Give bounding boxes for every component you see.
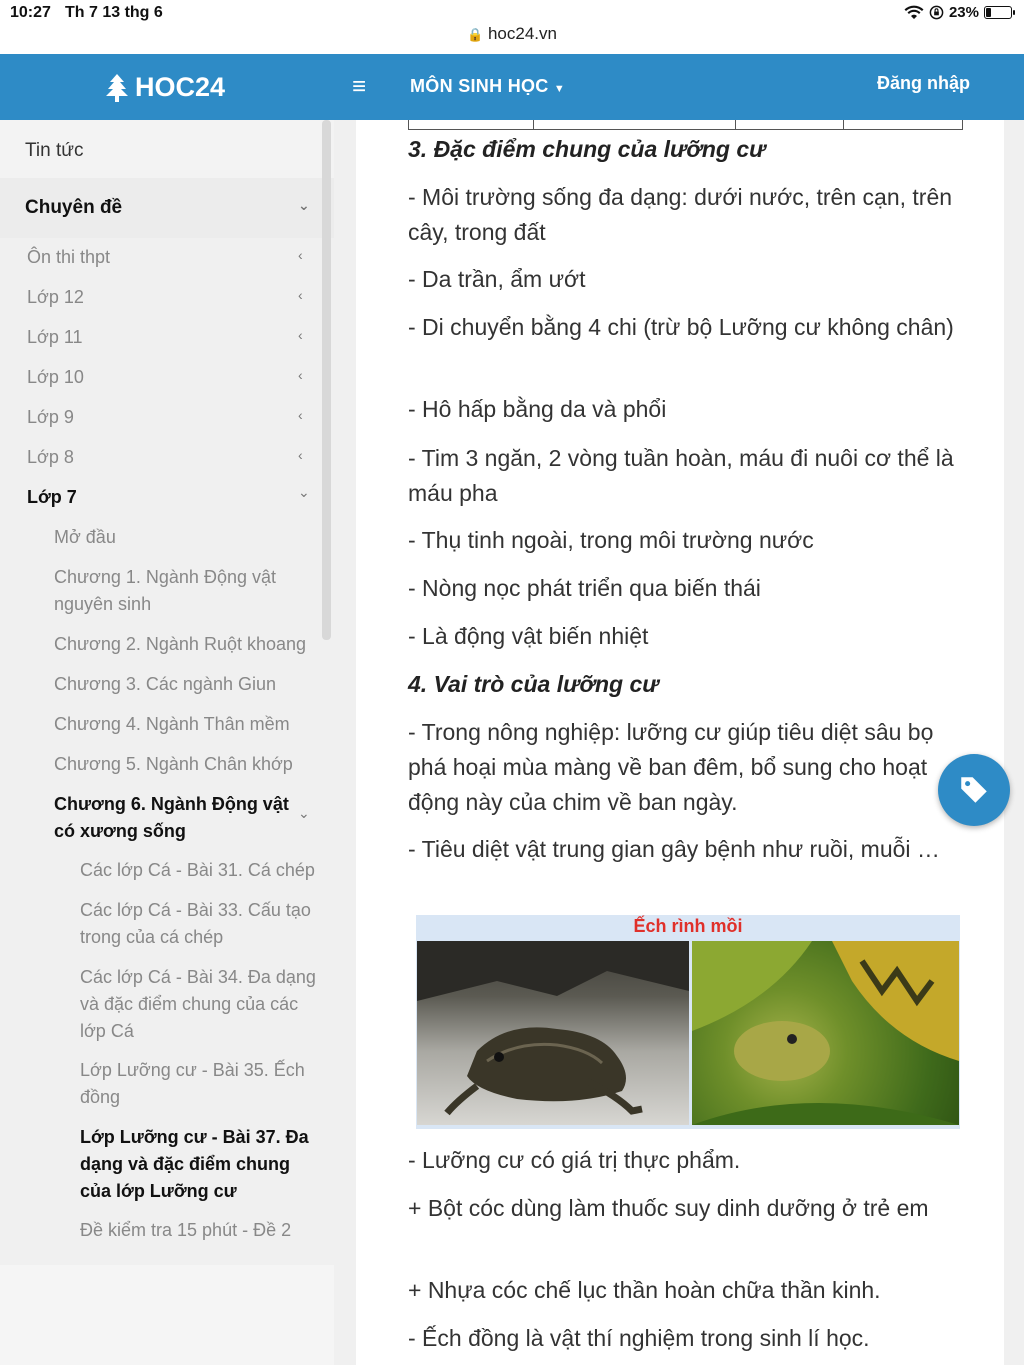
sidebar-scrollbar[interactable] [322,120,331,640]
section-heading-4: 4. Vai trò của lưỡng cư [408,671,659,697]
tag-button[interactable] [938,754,1010,826]
sidebar-bottom-fade [0,1265,334,1365]
point-4-2: - Tiêu diệt vật trung gian gây bệnh như ruồi, muỗi … [408,836,940,862]
sidebar-chapter-1[interactable]: Chương 1. Ngành Động vật nguyên sinh [54,567,276,614]
frog-figure [416,915,960,1129]
logo-text: HOC24 [135,72,226,102]
caret-down-icon: ▼ [553,83,566,95]
chevron-down-icon: ⌄ [298,484,310,500]
wifi-icon [904,5,924,20]
chevron-left-icon: ‹ [298,447,303,463]
subject-dropdown[interactable] [410,76,565,97]
point-after-4: - Ếch đồng là vật thí nghiệm trong sinh lí học. [408,1325,870,1351]
chevron-left-icon: ‹ [298,247,303,263]
url-text: hoc24.vn [487,24,557,43]
point-3-6: - Thụ tinh ngoài, trong môi trường nước [408,527,814,553]
sidebar-news[interactable]: Tin tức [0,120,334,178]
login-link[interactable]: Đăng nhập [877,73,970,93]
top-navbar [0,54,1024,120]
sidebar-item-lop-10[interactable]: Lớp 10 [27,367,84,387]
sidebar-topic-label: Chuyên đề [25,197,123,218]
point-after-3: + Nhựa cóc chế lục thần hoàn chữa thần kinh. [408,1277,881,1303]
point-after-1: - Lưỡng cư có giá trị thực phẩm. [408,1147,741,1173]
frog-photo-rock [417,941,689,1125]
orientation-lock-icon [929,5,944,20]
status-right [904,4,1012,21]
sidebar [0,120,334,1365]
sidebar-item-lop-8[interactable]: Lớp 8 [27,447,74,467]
frog-photo-leaves [692,941,959,1125]
point-3-8: - Là động vật biến nhiệt [408,623,649,649]
sidebar-item-on-thi-thpt[interactable]: Ôn thi thpt [27,247,111,267]
sidebar-chapter-6[interactable]: Chương 6. Ngành Động vật có xương sống [54,794,289,841]
chevron-left-icon: ‹ [298,327,303,343]
sidebar-lesson-34[interactable]: Các lớp Cá - Bài 34. Đa dạng và đặc điểm chung của các lớp Cá [80,967,316,1041]
sidebar-item-lop-7[interactable]: Lớp 7 [27,487,77,507]
lock-icon: 🔒 [467,27,484,42]
sidebar-test-15-phut[interactable]: Đề kiểm tra 15 phút - Đề 2 [80,1220,292,1240]
sidebar-topic-header[interactable] [0,178,334,238]
article-content [356,120,1004,1365]
chevron-down-icon: ⌄ [298,197,310,213]
sidebar-chapter-3[interactable]: Chương 3. Các ngành Giun [54,674,276,694]
sidebar-lesson-35[interactable]: Lớp Lưỡng cư - Bài 35. Ếch đồng [80,1060,305,1107]
point-after-2: + Bột cóc dùng làm thuốc suy dinh dưỡng ở trẻ em [408,1195,929,1221]
section-heading-3: 3. Đặc điểm chung của lưỡng cư [408,136,766,162]
sidebar-chapter-4[interactable]: Chương 4. Ngành Thân mềm [54,714,290,734]
chevron-left-icon: ‹ [298,407,303,423]
chevron-left-icon: ‹ [298,367,303,383]
point-3-7: - Nòng nọc phát triển qua biến thái [408,575,761,601]
battery-percent: 23% [948,4,979,21]
point-3-5: - Tim 3 ngăn, 2 vòng tuần hoàn, máu đi nuôi cơ thể là máu pha [408,445,954,506]
hamburger-menu-icon[interactable]: ≡ [352,73,367,100]
sidebar-chapter-5[interactable]: Chương 5. Ngành Chân khớp [54,754,293,774]
point-3-1: - Môi trường sống đa dạng: dưới nước, trên cạn, trên cây, trong đất [408,184,953,245]
point-3-2: - Da trần, ẩm ướt [408,266,586,292]
figure-caption: Ếch rình mồi [633,916,743,936]
sidebar-chapter-mo-dau[interactable]: Mở đầu [54,527,116,547]
table-fragment [408,120,963,130]
right-gutter [1004,120,1024,1365]
chevron-left-icon: ‹ [298,287,303,303]
sidebar-lesson-37[interactable]: Lớp Lưỡng cư - Bài 37. Đa dạng và đặc điểm chung của lớp Lưỡng cư [80,1127,309,1201]
status-date: Th 7 13 thg 6 [65,4,163,21]
status-time: 10:27 [10,4,51,21]
left-gutter [334,120,356,1365]
chevron-down-icon: ⌄ [298,805,310,821]
url-bar[interactable] [0,24,1024,44]
subject-label: MÔN SINH HỌC [410,76,549,96]
point-4-1: - Trong nông nghiệp: lưỡng cư giúp tiêu diệt sâu bọ phá hoại mùa màng về ban đêm, bổ sung cho hoạt động này của chim về ban ngày. [408,719,934,815]
sidebar-lesson-31[interactable]: Các lớp Cá - Bài 31. Cá chép [80,860,315,880]
point-3-3: - Di chuyển bằng 4 chi (trừ bộ Lưỡng cư không chân) [408,314,954,340]
tree-logo-icon [105,74,129,102]
point-3-4: - Hô hấp bằng da và phổi [408,396,667,422]
status-bar [0,0,1024,54]
sidebar-chapter-2[interactable]: Chương 2. Ngành Ruột khoang [54,634,307,654]
site-logo[interactable] [105,72,225,103]
sidebar-item-lop-9[interactable]: Lớp 9 [27,407,74,427]
sidebar-item-lop-11[interactable]: Lớp 11 [27,327,83,347]
battery-icon [984,6,1012,19]
sidebar-item-lop-12[interactable]: Lớp 12 [27,287,84,307]
sidebar-lesson-33[interactable]: Các lớp Cá - Bài 33. Cấu tạo trong của cá chép [80,900,311,947]
tag-icon [957,773,991,807]
